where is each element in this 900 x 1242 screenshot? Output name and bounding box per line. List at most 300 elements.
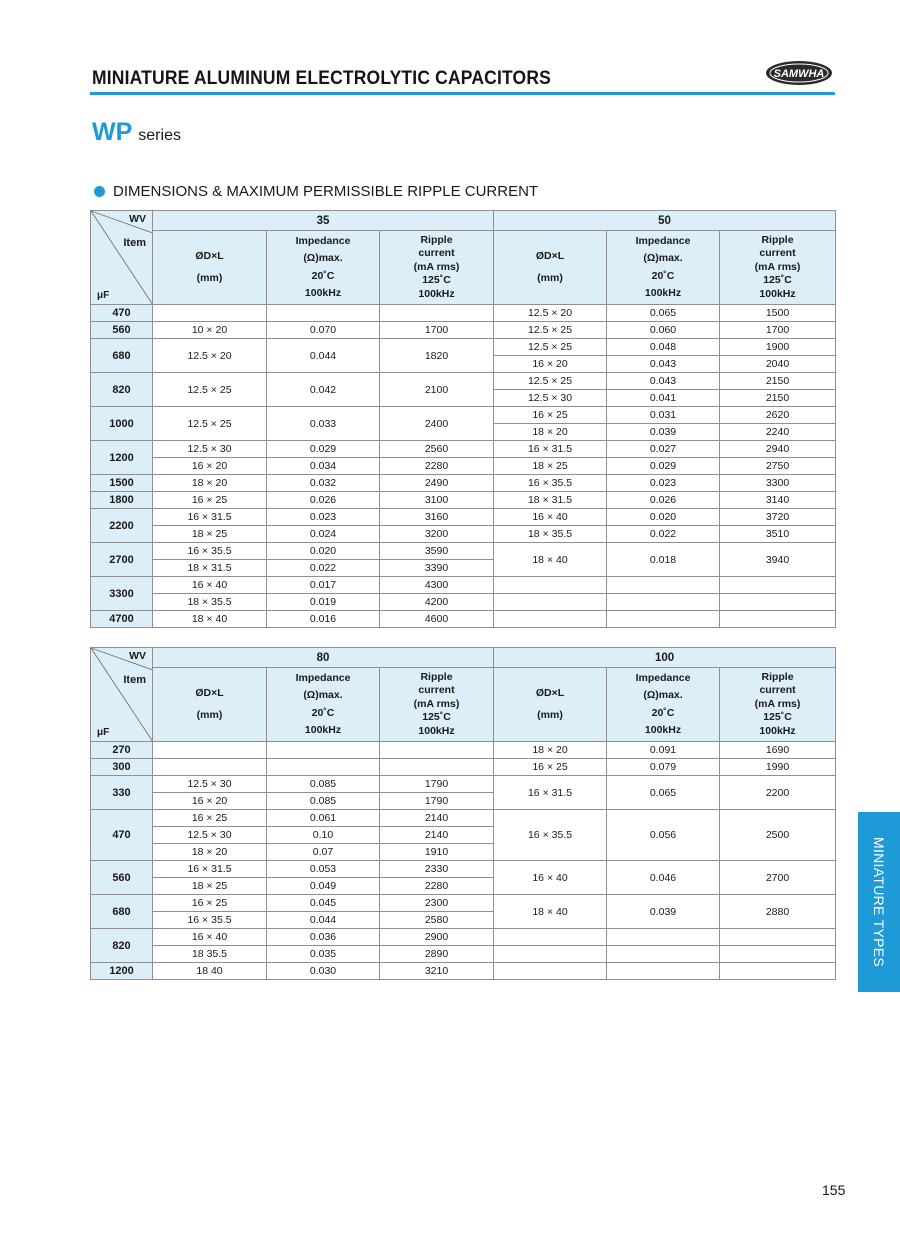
dimension-cell: 18 × 20 [153, 475, 267, 492]
dimension-cell [494, 611, 607, 628]
table-row [91, 577, 836, 594]
impedance-cell: 0.027 [607, 441, 720, 458]
svg-text:SAMWHA: SAMWHA [773, 68, 825, 80]
series-heading [92, 118, 181, 147]
voltage-row [91, 648, 836, 668]
dimension-cell: 18 × 25 [494, 458, 607, 475]
impedance-cell: 0.023 [607, 475, 720, 492]
impedance-cell [607, 946, 720, 963]
ripple-cell: 3590 [380, 543, 494, 560]
ripple-cell: 1700 [380, 322, 494, 339]
ripple-cell: 3390 [380, 560, 494, 577]
ripple-cell: 1820 [380, 339, 494, 373]
impedance-cell: 0.023 [267, 509, 380, 526]
dimension-cell: 10 × 20 [153, 322, 267, 339]
dimension-cell: 12.5 × 20 [153, 339, 267, 373]
table-row [91, 492, 836, 509]
impedance-cell: 0.035 [267, 946, 380, 963]
ripple-header-line: Ripple [420, 670, 453, 683]
impedance-header-line: Impedance [635, 671, 691, 684]
impedance-cell: 0.029 [267, 441, 380, 458]
ripple-cell: 1990 [720, 759, 836, 776]
capacitance-cell: 3300 [91, 577, 153, 611]
ripple-header-line: Ripple [761, 670, 794, 683]
ripple-cell: 3160 [380, 509, 494, 526]
ripple-cell: 3140 [720, 492, 836, 509]
impedance-cell: 0.017 [267, 577, 380, 594]
table-row [91, 861, 836, 878]
ripple-cell: 1690 [720, 742, 836, 759]
ripple-header-line: (mA rms) [413, 697, 460, 710]
section-heading [94, 183, 538, 200]
dimension-cell: 16 × 35.5 [153, 543, 267, 560]
table-row [91, 742, 836, 759]
voltage-header: 80 [153, 648, 494, 668]
impedance-header-line: Impedance [295, 671, 351, 684]
ripple-cell: 3300 [720, 475, 836, 492]
impedance-cell: 0.053 [267, 861, 380, 878]
dimension-cell: 16 × 25 [153, 895, 267, 912]
dimension-cell [153, 305, 267, 322]
capacitance-cell: 2200 [91, 509, 153, 543]
dimension-cell: 16 × 35.5 [153, 912, 267, 929]
ripple-header [380, 231, 494, 305]
impedance-header [267, 668, 380, 742]
ripple-cell: 1910 [380, 844, 494, 861]
ripple-header-line: Ripple [761, 233, 794, 246]
side-tab [858, 812, 900, 992]
impedance-header-line: 100kHz [644, 724, 682, 736]
dimension-cell: 16 × 31.5 [494, 441, 607, 458]
dimension-cell: 12.5 × 25 [494, 322, 607, 339]
dimension-header-line: ØD×L [195, 250, 224, 262]
impedance-cell: 0.031 [607, 407, 720, 424]
impedance-cell: 0.085 [267, 776, 380, 793]
ripple-cell [720, 946, 836, 963]
ripple-header-line: current [418, 684, 455, 697]
ripple-cell [380, 742, 494, 759]
impedance-cell [607, 963, 720, 980]
corner-cell [91, 648, 153, 742]
impedance-cell: 0.032 [267, 475, 380, 492]
dimension-header-line: (mm) [196, 271, 223, 284]
impedance-cell: 0.061 [267, 810, 380, 827]
capacitance-cell: 1800 [91, 492, 153, 509]
ripple-header-line: current [759, 684, 796, 697]
uf-label: μF [97, 727, 110, 738]
voltage-header: 35 [153, 211, 494, 231]
impedance-cell [607, 611, 720, 628]
page-header-title: MINIATURE ALUMINUM ELECTROLYTIC CAPACITORS [92, 68, 551, 89]
impedance-header-line: (Ω)max. [643, 252, 683, 264]
impedance-cell [607, 577, 720, 594]
ripple-cell: 1790 [380, 776, 494, 793]
ripple-cell: 2400 [380, 407, 494, 441]
table-row [91, 895, 836, 912]
impedance-header-line: 100kHz [304, 287, 342, 299]
capacitance-cell: 1200 [91, 441, 153, 475]
dimension-cell: 18 × 25 [153, 878, 267, 895]
dimension-cell [494, 929, 607, 946]
table-row [91, 946, 836, 963]
capacitance-cell: 270 [91, 742, 153, 759]
series-code: WP [92, 118, 133, 146]
ripple-cell: 2280 [380, 458, 494, 475]
dimension-cell: 18 × 25 [153, 526, 267, 543]
ripple-cell [380, 759, 494, 776]
dimension-cell: 16 × 31.5 [494, 776, 607, 810]
voltage-header: 50 [494, 211, 836, 231]
capacitance-cell: 300 [91, 759, 153, 776]
ripple-header-line: current [759, 247, 796, 260]
dimension-cell: 12.5 × 30 [153, 827, 267, 844]
impedance-cell: 0.020 [267, 543, 380, 560]
impedance-cell: 0.039 [607, 895, 720, 929]
ripple-cell: 2040 [720, 356, 836, 373]
ripple-header-line: current [418, 247, 455, 260]
dimension-cell: 16 × 20 [153, 793, 267, 810]
ripple-cell: 1900 [720, 339, 836, 356]
ripple-cell: 2150 [720, 373, 836, 390]
dimension-cell: 18 × 31.5 [494, 492, 607, 509]
ripple-cell: 2700 [720, 861, 836, 895]
column-header-row [91, 668, 836, 742]
impedance-cell: 0.022 [267, 560, 380, 577]
impedance-cell: 0.046 [607, 861, 720, 895]
dimension-cell: 18 × 20 [494, 424, 607, 441]
dimension-cell: 16 × 25 [153, 810, 267, 827]
dimension-cell [153, 742, 267, 759]
impedance-header-line: Impedance [295, 234, 351, 247]
impedance-cell: 0.026 [267, 492, 380, 509]
dimension-cell: 18 × 31.5 [153, 560, 267, 577]
capacitance-cell: 560 [91, 322, 153, 339]
capacitance-cell: 1000 [91, 407, 153, 441]
impedance-header-line: (Ω)max. [303, 689, 343, 701]
dimension-cell: 16 × 40 [494, 861, 607, 895]
dimension-cell: 12.5 × 25 [153, 373, 267, 407]
impedance-cell: 0.091 [607, 742, 720, 759]
ripple-cell: 4600 [380, 611, 494, 628]
dimension-cell: 12.5 × 30 [153, 441, 267, 458]
table-row [91, 776, 836, 793]
impedance-header [607, 668, 720, 742]
ripple-header-line: (mA rms) [754, 260, 801, 273]
capacitance-cell: 680 [91, 339, 153, 373]
ripple-cell: 2330 [380, 861, 494, 878]
ripple-cell: 4200 [380, 594, 494, 611]
dimension-header-line: ØD×L [195, 687, 224, 699]
dimension-header [153, 231, 267, 305]
dimension-cell: 12.5 × 25 [153, 407, 267, 441]
dimension-cell: 16 × 40 [494, 509, 607, 526]
table-row [91, 322, 836, 339]
dimension-cell: 16 × 25 [153, 492, 267, 509]
dimension-cell: 12.5 × 30 [153, 776, 267, 793]
capacitance-cell: 1500 [91, 475, 153, 492]
table-row [91, 929, 836, 946]
dimension-cell: 16 × 40 [153, 929, 267, 946]
impedance-cell: 0.07 [267, 844, 380, 861]
dimension-cell: 12.5 × 25 [494, 339, 607, 356]
impedance-header-line: (Ω)max. [643, 689, 683, 701]
column-header-row [91, 231, 836, 305]
impedance-cell: 0.036 [267, 929, 380, 946]
ripple-header-line: 100kHz [418, 724, 455, 737]
voltage-row [91, 211, 836, 231]
ripple-cell: 3210 [380, 963, 494, 980]
capacitance-cell: 470 [91, 305, 153, 322]
dimension-cell [494, 594, 607, 611]
series-word: series [138, 127, 181, 144]
table-row [91, 526, 836, 543]
capacitance-cell: 680 [91, 895, 153, 929]
table-row [91, 407, 836, 424]
impedance-header [607, 231, 720, 305]
impedance-cell: 0.043 [607, 373, 720, 390]
impedance-cell [267, 742, 380, 759]
capacitance-cell: 330 [91, 776, 153, 810]
dimension-cell: 12.5 × 20 [494, 305, 607, 322]
impedance-cell: 0.045 [267, 895, 380, 912]
uf-label: μF [97, 290, 110, 301]
impedance-cell: 0.041 [607, 390, 720, 407]
ripple-cell: 2620 [720, 407, 836, 424]
table-row [91, 373, 836, 390]
side-tab-label: MINIATURE TYPES [871, 836, 887, 968]
dimension-cell: 18 40 [153, 963, 267, 980]
impedance-cell: 0.020 [607, 509, 720, 526]
impedance-cell: 0.065 [607, 776, 720, 810]
dimension-header [153, 668, 267, 742]
dimension-cell: 16 × 20 [494, 356, 607, 373]
dimension-cell: 12.5 × 25 [494, 373, 607, 390]
ripple-header-line: 125˚C [422, 274, 451, 287]
table-row [91, 810, 836, 827]
ripple-cell: 2200 [720, 776, 836, 810]
ripple-cell: 3720 [720, 509, 836, 526]
impedance-cell: 0.042 [267, 373, 380, 407]
dimension-cell: 18 × 20 [494, 742, 607, 759]
ripple-cell: 2240 [720, 424, 836, 441]
impedance-header-line: 100kHz [304, 724, 342, 736]
ripple-cell: 2150 [720, 390, 836, 407]
impedance-cell: 0.048 [607, 339, 720, 356]
table-row [91, 611, 836, 628]
table-row [91, 305, 836, 322]
capacitance-cell: 820 [91, 373, 153, 407]
ripple-cell: 2300 [380, 895, 494, 912]
impedance-cell: 0.039 [607, 424, 720, 441]
capacitance-cell: 1200 [91, 963, 153, 980]
ripple-header-line: (mA rms) [754, 697, 801, 710]
ripple-header-line: 100kHz [418, 287, 455, 300]
item-label: Item [123, 237, 146, 249]
dimension-cell: 16 × 25 [494, 759, 607, 776]
impedance-cell: 0.10 [267, 827, 380, 844]
ripple-cell [380, 305, 494, 322]
ripple-cell [720, 963, 836, 980]
ripple-cell: 2140 [380, 827, 494, 844]
impedance-cell: 0.065 [607, 305, 720, 322]
impedance-cell: 0.034 [267, 458, 380, 475]
ripple-header-line: 100kHz [759, 287, 796, 300]
impedance-header-line: 20˚C [651, 269, 675, 282]
ripple-header [720, 231, 836, 305]
header-rule [90, 92, 835, 95]
dimension-header-line: ØD×L [535, 250, 565, 262]
ripple-cell: 1700 [720, 322, 836, 339]
dimension-header-line: (mm) [537, 708, 563, 721]
table-row [91, 441, 836, 458]
dimension-cell: 16 × 40 [153, 577, 267, 594]
table-row [91, 543, 836, 560]
ripple-header [720, 668, 836, 742]
ripple-cell: 4300 [380, 577, 494, 594]
item-label: Item [123, 674, 146, 686]
ripple-cell: 2100 [380, 373, 494, 407]
ripple-cell: 2490 [380, 475, 494, 492]
dimension-cell: 18 × 40 [153, 611, 267, 628]
ripple-cell: 2500 [720, 810, 836, 861]
impedance-cell [267, 759, 380, 776]
ripple-header-line: 125˚C [763, 274, 792, 287]
ripple-cell [720, 611, 836, 628]
table-row [91, 963, 836, 980]
ripple-cell: 2900 [380, 929, 494, 946]
impedance-cell: 0.056 [607, 810, 720, 861]
impedance-cell: 0.033 [267, 407, 380, 441]
spec-table-35-50 [90, 210, 836, 628]
ripple-cell [720, 577, 836, 594]
dimension-cell: 18 × 20 [153, 844, 267, 861]
dimension-cell: 16 × 25 [494, 407, 607, 424]
impedance-header-line: (Ω)max. [303, 252, 343, 264]
impedance-cell: 0.079 [607, 759, 720, 776]
ripple-header-line: 125˚C [763, 711, 792, 724]
dimension-cell: 18 × 40 [494, 895, 607, 929]
ripple-cell [720, 594, 836, 611]
ripple-cell: 1790 [380, 793, 494, 810]
ripple-cell: 2140 [380, 810, 494, 827]
dimension-header [494, 668, 607, 742]
dimension-cell: 18 × 35.5 [494, 526, 607, 543]
impedance-header-line: Impedance [635, 234, 691, 247]
dimension-cell: 16 × 35.5 [494, 475, 607, 492]
table-row [91, 594, 836, 611]
page-number: 155 [822, 1182, 846, 1198]
ripple-cell: 1500 [720, 305, 836, 322]
impedance-cell: 0.024 [267, 526, 380, 543]
impedance-cell: 0.026 [607, 492, 720, 509]
dimension-cell: 18 × 40 [494, 543, 607, 577]
voltage-header: 100 [494, 648, 836, 668]
bullet-icon [94, 186, 105, 197]
dimension-header [494, 231, 607, 305]
table-row [91, 759, 836, 776]
ripple-cell: 2280 [380, 878, 494, 895]
dimension-cell: 16 × 35.5 [494, 810, 607, 861]
impedance-cell [607, 929, 720, 946]
ripple-cell: 2890 [380, 946, 494, 963]
impedance-header [267, 231, 380, 305]
ripple-cell: 3940 [720, 543, 836, 577]
dimension-cell: 12.5 × 30 [494, 390, 607, 407]
impedance-cell: 0.044 [267, 339, 380, 373]
ripple-cell: 3510 [720, 526, 836, 543]
impedance-cell: 0.070 [267, 322, 380, 339]
dimension-cell [494, 946, 607, 963]
impedance-cell: 0.016 [267, 611, 380, 628]
impedance-cell: 0.022 [607, 526, 720, 543]
wv-label: WV [129, 650, 146, 662]
section-title: DIMENSIONS & MAXIMUM PERMISSIBLE RIPPLE CURRENT [113, 183, 539, 200]
impedance-cell: 0.085 [267, 793, 380, 810]
capacitance-cell: 820 [91, 929, 153, 963]
capacitance-cell: 470 [91, 810, 153, 861]
ripple-cell: 2940 [720, 441, 836, 458]
wv-label: WV [129, 213, 146, 225]
spec-table-80-100 [90, 647, 836, 980]
table-row [91, 339, 836, 356]
ripple-cell: 3200 [380, 526, 494, 543]
table-row [91, 509, 836, 526]
ripple-cell [720, 929, 836, 946]
ripple-header-line: 125˚C [422, 711, 451, 724]
ripple-cell: 2560 [380, 441, 494, 458]
impedance-header-line: 20˚C [311, 269, 335, 282]
ripple-cell: 2750 [720, 458, 836, 475]
impedance-cell: 0.043 [607, 356, 720, 373]
impedance-header-line: 100kHz [644, 287, 682, 299]
capacitance-cell: 2700 [91, 543, 153, 577]
impedance-cell: 0.029 [607, 458, 720, 475]
dimension-header-line: ØD×L [535, 687, 565, 699]
impedance-cell: 0.018 [607, 543, 720, 577]
impedance-cell: 0.044 [267, 912, 380, 929]
ripple-cell: 2580 [380, 912, 494, 929]
ripple-header [380, 668, 494, 742]
impedance-cell [607, 594, 720, 611]
impedance-cell: 0.060 [607, 322, 720, 339]
ripple-header-line: 100kHz [759, 724, 796, 737]
dimension-cell [153, 759, 267, 776]
capacitance-cell: 4700 [91, 611, 153, 628]
dimension-cell: 16 × 31.5 [153, 861, 267, 878]
dimension-header-line: (mm) [196, 708, 223, 721]
dimension-cell [494, 577, 607, 594]
dimension-cell [494, 963, 607, 980]
impedance-cell [267, 305, 380, 322]
table-row [91, 475, 836, 492]
capacitance-cell: 560 [91, 861, 153, 895]
dimension-cell: 18 × 35.5 [153, 594, 267, 611]
impedance-header-line: 20˚C [651, 706, 675, 719]
dimension-cell: 18 35.5 [153, 946, 267, 963]
dimension-cell: 16 × 31.5 [153, 509, 267, 526]
impedance-cell: 0.030 [267, 963, 380, 980]
impedance-header-line: 20˚C [311, 706, 335, 719]
impedance-cell: 0.049 [267, 878, 380, 895]
samwha-logo [765, 60, 833, 86]
ripple-header-line: (mA rms) [413, 260, 460, 273]
impedance-cell: 0.019 [267, 594, 380, 611]
dimension-cell: 16 × 20 [153, 458, 267, 475]
corner-cell [91, 211, 153, 305]
ripple-header-line: Ripple [420, 233, 453, 246]
dimension-header-line: (mm) [537, 271, 563, 284]
ripple-cell: 3100 [380, 492, 494, 509]
